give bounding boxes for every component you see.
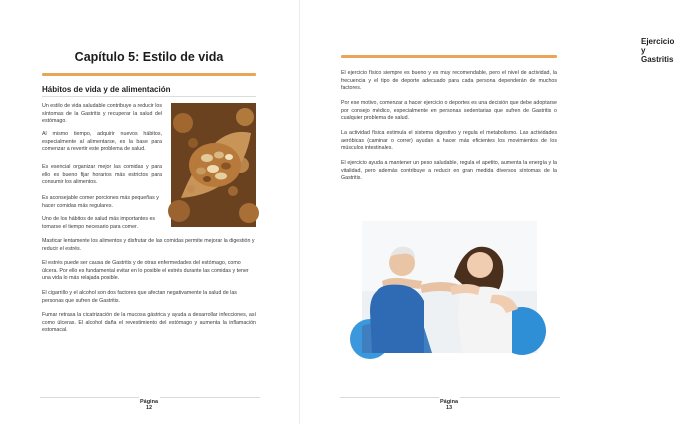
footer-divider <box>40 397 139 398</box>
body-paragraph: Masticar lentamente los alimentos y disfrutar de las comidas permite mejorar la digestión y reducir el estrés. <box>42 238 255 252</box>
body-paragraph: Fumar retrasa la cicatrización de la mucosa gástrica y ayuda a desarrollar infecciones, así como úlceras. El alcohol daña el revestimiento del estómago y aumenta la inflamación estomacal. <box>42 312 256 334</box>
page-number-value: 12 <box>145 405 153 411</box>
chapter-title: Capítulo 5: Estilo de vida <box>74 50 224 64</box>
body-paragraph: El ejercicio físico siempre es bueno y es muy recomendable, pero el nivel de actividad, la frecuencia y el tipo de deporte adecuado para cada persona dependerán de muchos factores. <box>341 70 557 92</box>
body-paragraph: Un estilo de vida saludable contribuye a reducir los síntomas de la Gastritis y recuperar la salud del estómago. <box>42 103 162 125</box>
left-page <box>0 0 300 424</box>
page-number-value: 13 <box>445 405 453 411</box>
body-paragraph: El ejercicio ayuda a mantener un peso saludable, regula el apetito, aumenta la energía y la vitalidad, pero además contribuye a reducir en gran medida diversos síntomas de la Gastritis. <box>341 160 557 182</box>
footer-divider <box>460 397 560 398</box>
body-paragraph: El estrés puede ser causa de Gastritis y de otras enfermedades del estómago, como úlcera. Por ello es fundamental evitar en lo posible el estrés durante las comidas y tener una vida lo más relajada posible. <box>42 260 249 282</box>
body-paragraph: Es esencial organizar mejor las comidas y para ello es bueno fijar horarios más estrictos para consumir los alimentos. <box>42 164 162 186</box>
section-heading: Hábitos de vida y de alimentación <box>42 85 171 94</box>
section-heading: Ejercicio y Gastritis <box>641 37 674 64</box>
page-number-label: Página <box>439 399 459 405</box>
body-paragraph: Por ese motivo, comenzar a hacer ejercicio o deportes es una decisión que debe adoptarse por consejo médico, especialmente en personas sedentarias que sufren de Gastritis o cualquier problema de salud. <box>341 100 557 122</box>
exercise-illustration <box>362 221 537 353</box>
accent-bar <box>341 55 557 58</box>
accent-bar <box>42 73 256 76</box>
footer-divider <box>340 397 439 398</box>
page-number <box>439 399 459 411</box>
body-paragraph: Uno de los hábitos de salud más importantes es tomarse el tiempo necesario para comer. <box>42 216 156 230</box>
right-page <box>300 0 674 424</box>
heading-divider <box>42 96 256 97</box>
nuts-photo <box>171 103 256 227</box>
body-paragraph: El cigarrillo y el alcohol son dos factores que afectan negativamente la salud de las personas que sufren de Gastritis. <box>42 290 237 304</box>
body-paragraph: Es aconsejable comer porciones más pequeñas y hacer comidas más regulares. <box>42 195 159 209</box>
exercise-photo <box>362 221 537 353</box>
footer-divider <box>160 397 260 398</box>
body-paragraph: La actividad física estimula el sistema digestivo y regula el metabolismo. Las actividades aeróbicas (caminar o correr) ayudan a hacer más eficientes los movimientos de los músculos intestinales. <box>341 130 557 152</box>
body-paragraph: Al mismo tiempo, adquirir nuevos hábitos, especialmente al alimentarse, es la base para comenzar a revertir este problema de salud. <box>42 131 162 153</box>
nuts-illustration <box>171 103 256 227</box>
page-number-label: Página <box>139 399 159 405</box>
page-number <box>139 399 159 411</box>
